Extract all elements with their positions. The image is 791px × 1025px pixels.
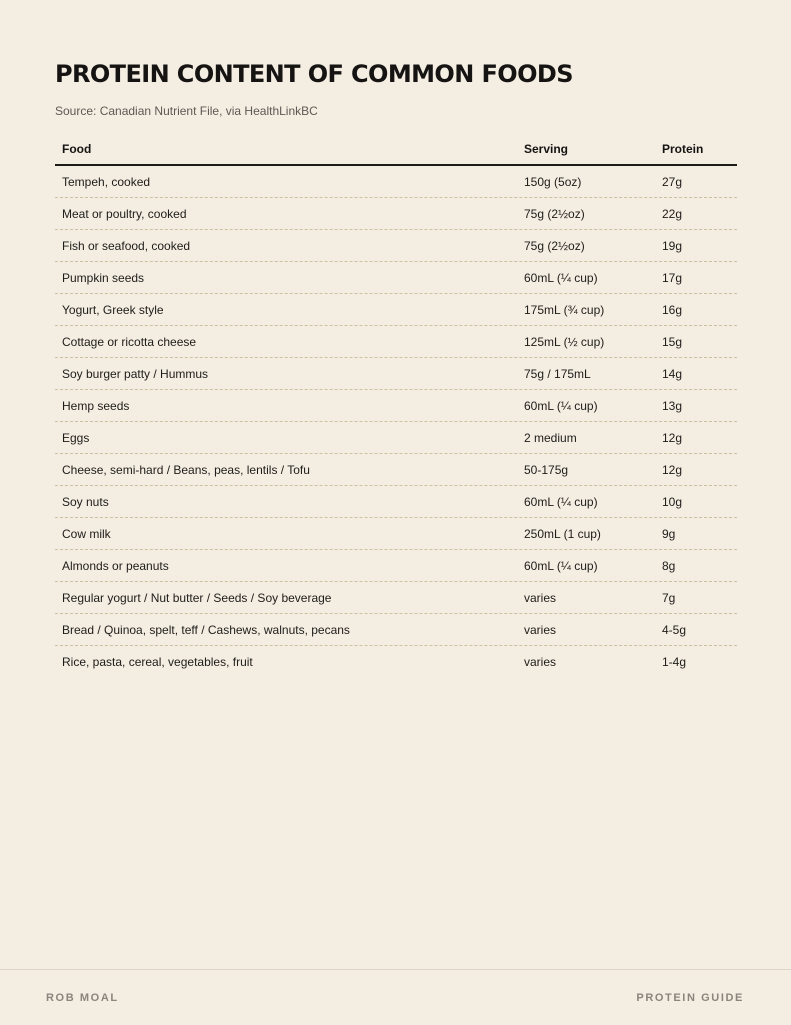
cell-protein: 16g bbox=[662, 302, 683, 317]
cell-protein: 9g bbox=[662, 526, 676, 541]
cell-food: Cottage or ricotta cheese bbox=[62, 334, 197, 349]
cell-protein: 12g bbox=[662, 430, 683, 445]
table-row bbox=[55, 198, 737, 230]
table-row bbox=[55, 166, 737, 198]
cell-serving: 60mL (¼ cup) bbox=[524, 558, 598, 573]
cell-protein: 1-4g bbox=[662, 654, 687, 669]
cell-serving: varies bbox=[524, 654, 557, 669]
cell-serving: 150g (5oz) bbox=[524, 174, 582, 189]
cell-protein: 10g bbox=[662, 494, 683, 509]
table-row bbox=[55, 262, 737, 294]
table-row bbox=[55, 230, 737, 262]
table-row bbox=[55, 486, 737, 518]
table-row bbox=[55, 550, 737, 582]
table-row bbox=[55, 390, 737, 422]
cell-serving: 50-175g bbox=[524, 462, 569, 477]
cell-protein: 4-5g bbox=[662, 622, 687, 637]
table-row bbox=[55, 582, 737, 614]
cell-food: Hemp seeds bbox=[62, 398, 130, 413]
cell-food: Fish or seafood, cooked bbox=[62, 238, 191, 253]
cell-serving: varies bbox=[524, 590, 557, 605]
cell-food: Eggs bbox=[62, 430, 90, 445]
cell-serving: 175mL (¾ cup) bbox=[524, 302, 605, 317]
table-row bbox=[55, 358, 737, 390]
cell-serving: 2 medium bbox=[524, 430, 577, 445]
cell-protein: 17g bbox=[662, 270, 683, 285]
cell-serving: 60mL (¼ cup) bbox=[524, 494, 598, 509]
cell-food: Pumpkin seeds bbox=[62, 270, 145, 285]
cell-protein: 8g bbox=[662, 558, 676, 573]
table-row bbox=[55, 454, 737, 486]
table-row bbox=[55, 614, 737, 646]
footer-guide-title: PROTEIN GUIDE bbox=[636, 992, 744, 1004]
cell-protein: 12g bbox=[662, 462, 683, 477]
cell-serving: 250mL (1 cup) bbox=[524, 526, 601, 541]
column-header-serving: Serving bbox=[524, 142, 569, 156]
table-row bbox=[55, 422, 737, 454]
cell-serving: 75g / 175mL bbox=[524, 366, 591, 381]
column-header-food: Food bbox=[62, 142, 92, 156]
cell-food: Yogurt, Greek style bbox=[62, 302, 164, 317]
source-note: Source: Canadian Nutrient File, via HealthLinkBC bbox=[55, 104, 318, 118]
cell-food: Cow milk bbox=[62, 526, 111, 541]
table-header bbox=[55, 134, 737, 166]
table-row bbox=[55, 326, 737, 358]
cell-food: Tempeh, cooked bbox=[62, 174, 151, 189]
cell-protein: 14g bbox=[662, 366, 683, 381]
cell-serving: 60mL (¼ cup) bbox=[524, 270, 598, 285]
cell-food: Rice, pasta, cereal, vegetables, fruit bbox=[62, 654, 253, 669]
cell-food: Soy burger patty / Hummus bbox=[62, 366, 209, 381]
table-row bbox=[55, 646, 737, 677]
cell-protein: 19g bbox=[662, 238, 683, 253]
cell-food: Regular yogurt / Nut butter / Seeds / Soy beverage bbox=[62, 590, 332, 605]
cell-serving: 75g (2½oz) bbox=[524, 238, 585, 253]
cell-serving: 125mL (½ cup) bbox=[524, 334, 605, 349]
footer-author: ROB MOAL bbox=[46, 992, 119, 1004]
cell-serving: 75g (2½oz) bbox=[524, 206, 585, 221]
cell-food: Soy nuts bbox=[62, 494, 109, 509]
cell-protein: 7g bbox=[662, 590, 676, 605]
cell-food: Cheese, semi-hard / Beans, peas, lentils / Tofu bbox=[62, 462, 310, 477]
cell-protein: 27g bbox=[662, 174, 683, 189]
cell-serving: 60mL (¼ cup) bbox=[524, 398, 598, 413]
protein-table bbox=[55, 134, 737, 677]
column-header-protein: Protein bbox=[662, 142, 704, 156]
cell-food: Bread / Quinoa, spelt, teff / Cashews, walnuts, pecans bbox=[62, 622, 350, 637]
table-row bbox=[55, 518, 737, 550]
table-body bbox=[55, 166, 737, 677]
cell-protein: 13g bbox=[662, 398, 683, 413]
page-title: PROTEIN CONTENT OF COMMON FOODS bbox=[55, 60, 573, 88]
page-footer bbox=[0, 969, 791, 1025]
cell-protein: 22g bbox=[662, 206, 683, 221]
cell-serving: varies bbox=[524, 622, 557, 637]
cell-food: Meat or poultry, cooked bbox=[62, 206, 187, 221]
table-row bbox=[55, 294, 737, 326]
cell-protein: 15g bbox=[662, 334, 683, 349]
cell-food: Almonds or peanuts bbox=[62, 558, 169, 573]
